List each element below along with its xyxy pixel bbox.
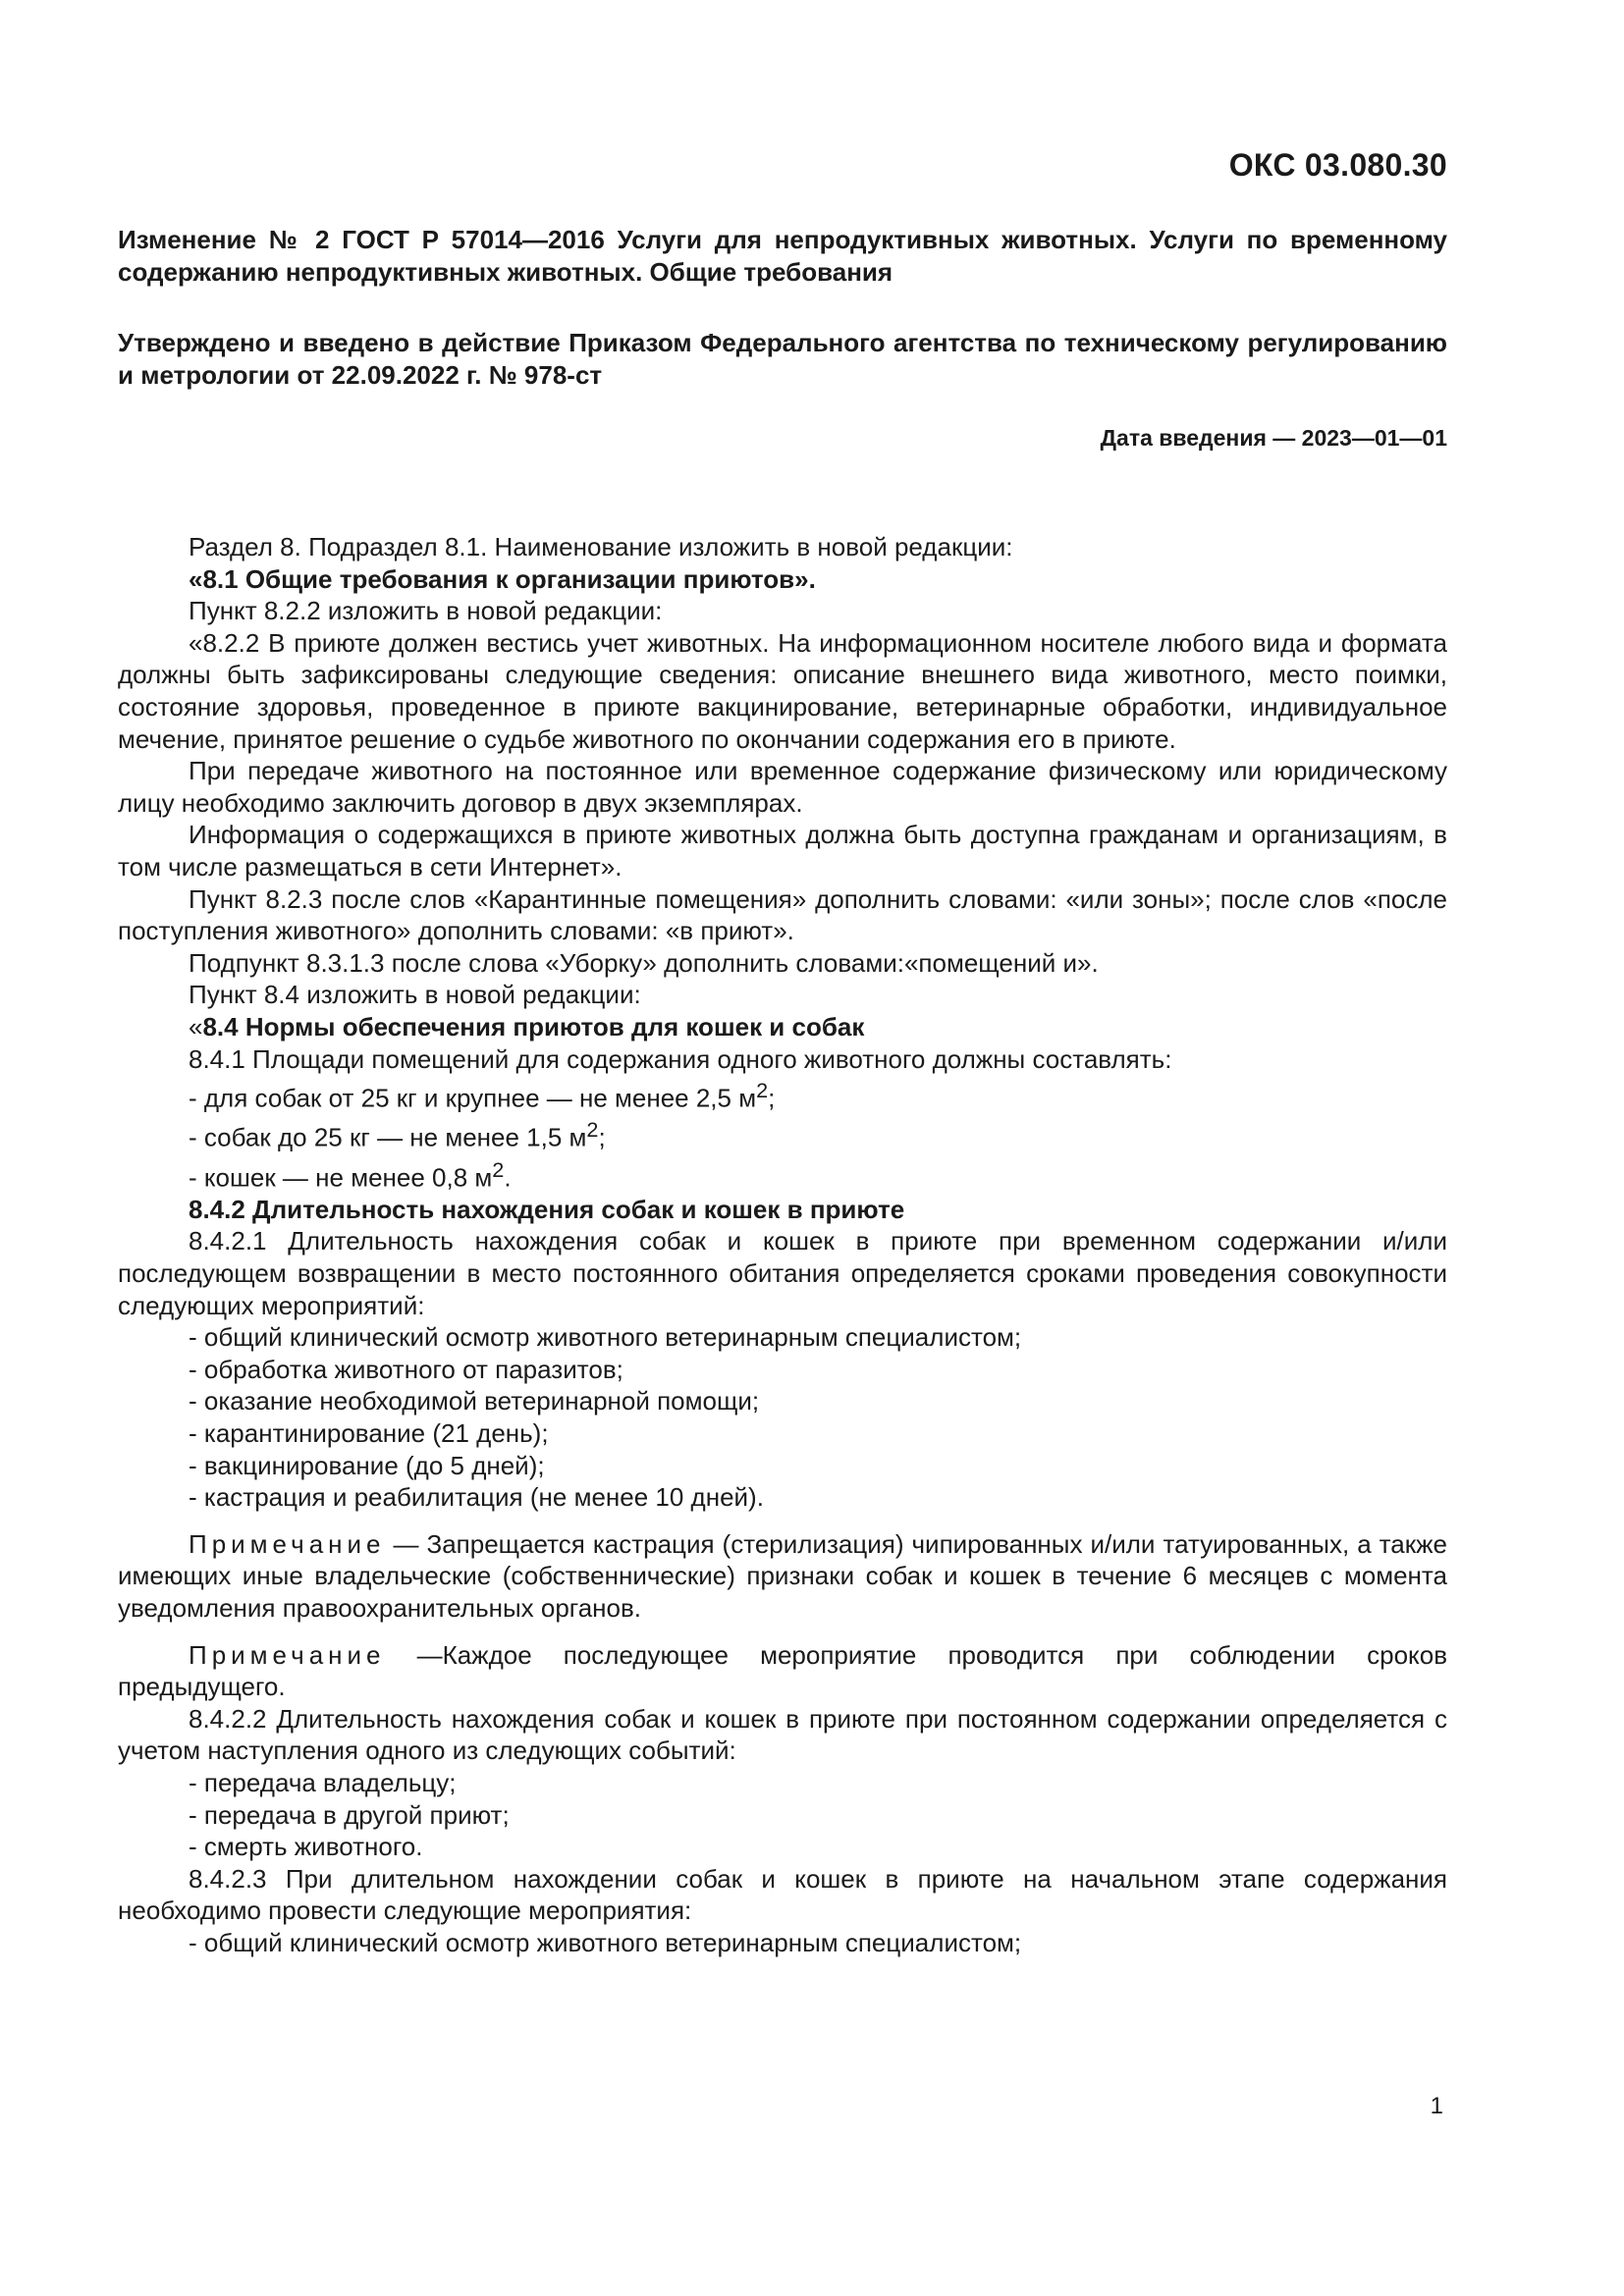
list-item	[118, 1154, 1447, 1194]
paragraph: Пункт 8.4 изложить в новой редакции:	[189, 980, 641, 1010]
list-item: - смерть животного.	[189, 1832, 423, 1862]
list-item	[118, 1114, 1447, 1153]
list-item-text: - кошек — не менее 0,8 м	[189, 1162, 493, 1193]
superscript: 2	[756, 1078, 769, 1103]
list-item: - кастрация и реабилитация (не менее 10 дней).	[189, 1482, 764, 1513]
paragraph-heading	[118, 1011, 1447, 1043]
list-item-text: - для собак от 25 кг и крупнее — не менее 2,5 м	[189, 1083, 757, 1113]
note-text: — Запрещается кастрация (стерилизация) чипированных и/или татуированных, а также имеющих иные владельческие (собственнические) признаки собак и кошек в течение 6 месяцев с момента уведомления правоохранительных органов.	[118, 1528, 1447, 1623]
list-item: - оказание необходимой ветеринарной помощи;	[189, 1386, 760, 1416]
paragraph: 8.4.2.2 Длительность нахождения собак и кошек в приюте при постоянном содержании определяется с учетом наступления одного из следующих событий:	[118, 1703, 1447, 1766]
paragraph: «8.2.2 В приюте должен вестись учет животных. На информационном носителе любого вида и формата должны быть зафиксированы следующие сведения: описание внешнего вида животного, место поимки, состояние здоровья, проведенное в приюте вакцинирование, ветеринарные обработки, индивидуальное мечение, принятое решение о судьбе животного по окончании содержания его в приюте.	[118, 627, 1447, 754]
paragraph: Раздел 8. Подраздел 8.1. Наименование изложить в новой редакции:	[189, 532, 1013, 561]
paragraph: Подпункт 8.3.1.3 после слова «Уборку» дополнить словами:«помещений и».	[189, 947, 1099, 978]
list-item-end: .	[504, 1162, 512, 1193]
section-heading-8-4-2: 8.4.2 Длительность нахождения собак и кошек в приюте	[189, 1194, 905, 1224]
document-title: Изменение № 2 ГОСТ Р 57014—2016 Услуги для непродуктивных животных. Услуги по временному содержанию непродуктивных животных. Общие требования	[118, 225, 1447, 287]
paragraph-bold	[118, 563, 1447, 596]
document-body	[118, 531, 1447, 1959]
paragraph: 8.4.1 Площади помещений для содержания одного животного должны составлять:	[189, 1043, 1172, 1074]
note	[118, 1639, 1447, 1703]
note-label: Примечание	[189, 1528, 386, 1559]
list-item: - передача в другой приют;	[189, 1799, 510, 1830]
list-item: - общий клинический осмотр животного ветеринарным специалистом;	[189, 1927, 1022, 1957]
effective-date: Дата введения — 2023—01—01	[1100, 425, 1447, 451]
paragraph-bold	[118, 1194, 1447, 1226]
paragraph: При передаче животного на постоянное или временное содержание физическому или юридическому лицу необходимо заключить договор в двух экземплярах.	[118, 756, 1447, 818]
list-item-text: - собак до 25 кг — не менее 1,5 м	[189, 1123, 587, 1152]
paragraph: 8.4.2.1 Длительность нахождения собак и кошек в приюте при временном содержании и/или последующем возвращении в место постоянного обитания определяется сроками проведения совокупности следующих мероприятий:	[118, 1226, 1447, 1320]
approval-statement: Утверждено и введено в действие Приказом Федерального агентства по техническому регулированию и метрологии от 22.09.2022 г. № 978-ст	[118, 328, 1447, 390]
list-item: - обработка животного от паразитов;	[189, 1354, 623, 1384]
list-item-end: ;	[768, 1083, 776, 1113]
list-item	[118, 1075, 1447, 1114]
list-item-end: ;	[598, 1123, 606, 1152]
note-label: Примечание	[189, 1639, 386, 1670]
paragraph: 8.4.2.3 При длительном нахождении собак и кошек в приюте на начальном этапе содержания необходимо провести следующие мероприятия:	[118, 1863, 1447, 1926]
note	[118, 1528, 1447, 1625]
page-number: 1	[1430, 2093, 1443, 2119]
oks-code: ОКС 03.080.30	[1228, 147, 1447, 183]
open-quote: «	[189, 1011, 203, 1041]
paragraph: Информация о содержащихся в приюте животных должна быть доступна гражданам и организациям, в том числе размещаться в сети Интернет».	[118, 820, 1447, 881]
section-heading-8-1: «8.1 Общие требования к организации приютов».	[189, 563, 816, 594]
paragraph: Пункт 8.2.3 после слов «Карантинные помещения» дополнить словами: «или зоны»; после слов «после поступления животного» дополнить словами: «в приют».	[118, 883, 1447, 946]
superscript: 2	[586, 1117, 599, 1143]
section-heading-8-4: 8.4 Нормы обеспечения приютов для кошек и собак	[202, 1011, 865, 1041]
list-item: - карантинирование (21 день);	[189, 1418, 549, 1448]
list-item: - передача владельцу;	[189, 1767, 457, 1797]
superscript: 2	[492, 1156, 505, 1182]
list-item: - общий клинический осмотр животного ветеринарным специалистом;	[189, 1322, 1022, 1353]
note-text: —Каждое последующее мероприятие проводится при соблюдении сроков предыдущего.	[118, 1639, 1447, 1702]
list-item: - вакцинирование (до 5 дней);	[189, 1450, 545, 1480]
paragraph: Пункт 8.2.2 изложить в новой редакции:	[189, 596, 663, 626]
